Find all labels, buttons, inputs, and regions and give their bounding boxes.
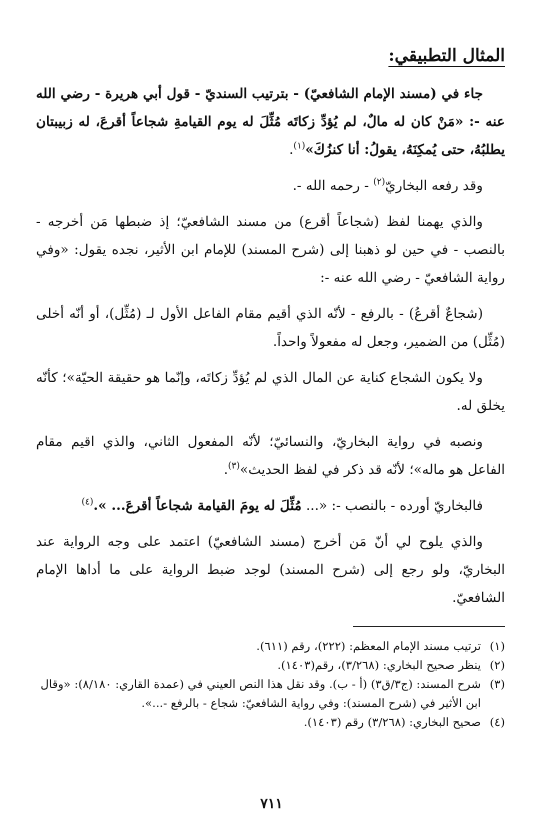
paragraph-6-text: ونصبه في رواية البخاريّ، والنسائيّ؛ لأنّه المفعول الثاني، والذي اقيم مقام الفاعل هو ماله»؛ لأنّه قد ذكر في لفظ الحديث» — [36, 434, 505, 478]
paragraph-6: ونصبه في رواية البخاريّ، والنسائيّ؛ لأنّه المفعول الثاني، والذي اقيم مقام الفاعل هو ماله»؛ لأنّه قد ذكر في لفظ الحديث»$^{(٣)}$. — [36, 434, 505, 478]
footnote-ref-3[interactable]: (٣) — [228, 461, 240, 472]
footnote-4 — [36, 713, 505, 732]
footnote-text: ترتيب مسند الإمام المعظم: (٢٢٢)، رقم (٦١١). — [256, 639, 481, 653]
footnote-ref-1[interactable]: (١) — [293, 141, 306, 152]
paragraph-1-text: جاء في (مسند الإمام الشافعيّ) - بترتيب السنديّ - قول أبي هريرة - رضي الله عنه -: «مَنْ كان له مالٌ، لم يُؤدِّ زكاتَه مُثِّلَ له يوم القيامةِ شجاعاً أقرعَ، له زبيبتان يطلبُهُ، حتى يُمكِنَهُ، يقولُ: أنا كنزُكَ» — [36, 86, 505, 158]
paragraph-2-text: وقد رفعه البخاريّ — [385, 178, 483, 194]
footnote-ref-2[interactable]: (٢) — [373, 177, 386, 188]
footnote-number: (١) — [489, 639, 505, 653]
paragraph-8: والذي يلوح لي أنّ مَن أخرج (مسند الشافعيّ) اعتمد على وجه الرواية عند البخاريّ، ولو رجع إلى (شرح المسند) لوجد ضبط الرواية على ما أداها الإمام الشافعيّ. — [36, 534, 505, 606]
footnote-ref-4[interactable]: (٤) — [81, 497, 94, 508]
paragraph-3: والذي يهمنا لفظ (شجاعاً أقرع) من مسند الشافعيّ؛ إذ ضبطها مَن أخرجه - بالنصب - في حين لو ذهبنا إلى (شرح المسند) للإمام ابن الأثير، نجده يقول: «وفي رواية الشافعيّ - رضي الله عنه -: — [36, 214, 505, 286]
page-number: ٧١١ — [260, 796, 283, 812]
footnote-1 — [36, 637, 505, 656]
paragraph-7-quote: مُثِّلَ له يومَ القيامة شجاعاً أقرعَ... ». — [93, 498, 302, 514]
footnote-number: (٢) — [489, 658, 505, 672]
footnote-2 — [36, 656, 505, 675]
paragraph-5: ولا يكون الشجاع كناية عن المال الذي لم يُؤدِّ زكاتَه، وإنّما هو حقيقة الحيّة»؛ كأنّه يخلق له. — [36, 370, 505, 414]
footnote-3 — [36, 675, 505, 713]
footnotes — [36, 637, 505, 732]
footnote-text: شرح المسند: (ج٣/ق٣) (أ - ب). وقد نقل هذا النص العيني في (عمدة القاري: ٨/١٨٠): «وقال ابن الأثير في (شرح المسند): وفي رواية الشافعيّ: شجاع - بالرفع -...». — [40, 677, 481, 710]
paragraph-7-lead: فالبخاريّ أورده - بالنصب -: «... — [301, 498, 483, 514]
footnote-number: (٣) — [489, 677, 505, 691]
paragraph-2-tail: - رحمه الله -. — [292, 178, 374, 194]
section-title: المثال التطبيقي: — [388, 46, 505, 66]
footnote-number: (٤) — [489, 715, 505, 729]
footnote-text: ينظر صحيح البخاري: (٣/٢٦٨)، رقم(١٤٠٣). — [277, 658, 481, 672]
footnote-text: صحيح البخاري: (٣/٢٦٨) رقم (١٤٠٣). — [303, 715, 481, 729]
paragraph-1: جاء في (مسند الإمام الشافعيّ) - بترتيب السنديّ - قول أبي هريرة - رضي الله عنه -: «مَنْ كان له مالٌ، لم يُؤدِّ زكاتَه مُثِّلَ له يوم القيامةِ شجاعاً أقرعَ، له زبيبتان يطلبُهُ، حتى يُمكِنَهُ، يقولُ: أنا كنزُكَ»$^{(١)}$. — [36, 86, 505, 158]
paragraph-4: (شجاعٌ أقرعُ) - بالرفع - لأنّه الذي أقيم مقام الفاعل الأول لـ (مُثِّل)، أو أنّه أخلى (مُثِّل) من الضمير، وجعل له مفعولاً واحداً. — [36, 306, 505, 350]
paragraph-2 — [36, 172, 505, 200]
paragraph-7 — [36, 492, 505, 520]
footnote-divider — [353, 626, 505, 627]
